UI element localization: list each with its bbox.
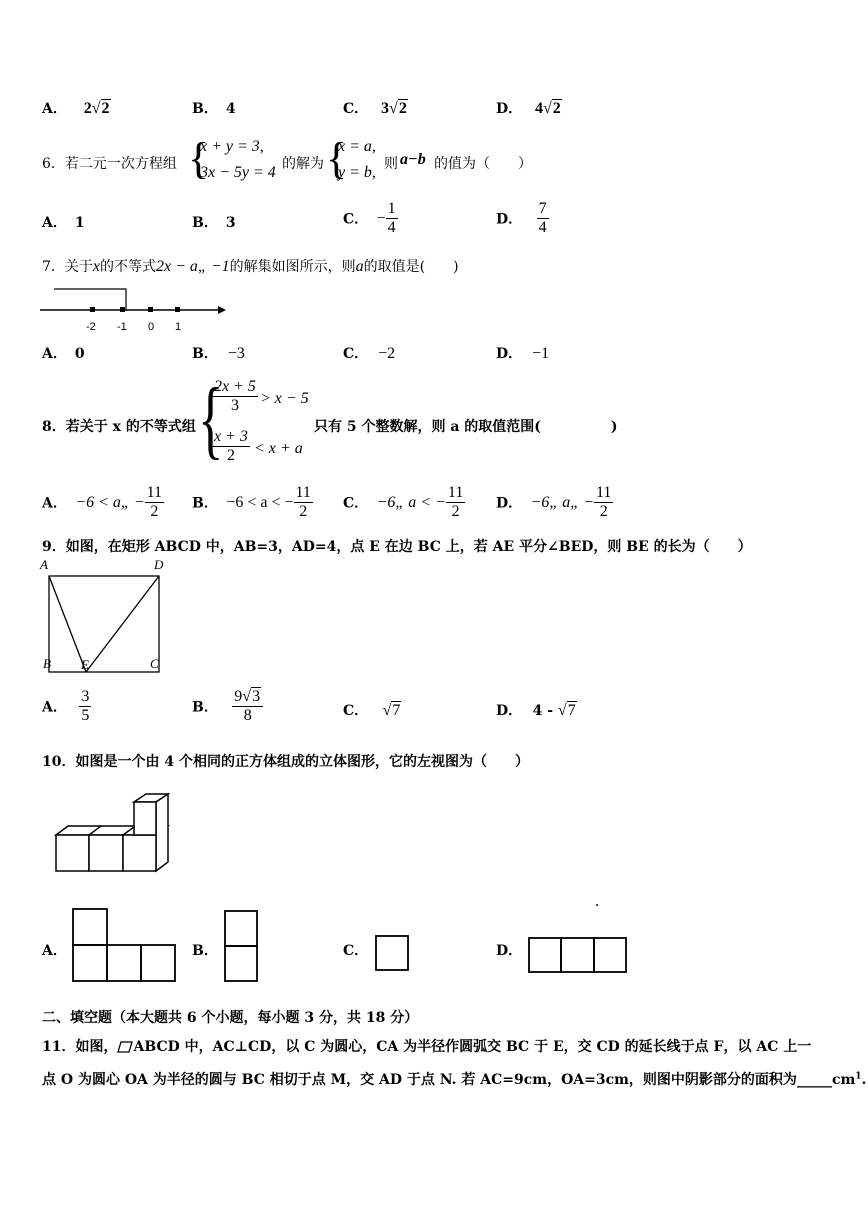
square: [73, 945, 107, 981]
cube-front-face: [56, 835, 89, 871]
question-11-line-1: 11．如图， ABCD 中，AC⊥CD，以 C 为圆心，CA 为半径作圆弧交 BC 于 E，交 CD 的延长线于点 F，以 AC 上一: [42, 1039, 812, 1055]
cube-front-face: [123, 835, 156, 871]
rectangle-figure: [40, 558, 180, 678]
q6-option-b: B． 3: [192, 215, 236, 231]
q10-option-c-figure: [375, 935, 411, 973]
q9-option-a: A． $\frac{3}{5}$: [42, 688, 90, 724]
q5-option-d: D． 4√2: [496, 100, 561, 117]
rectangle-abcd: [49, 576, 159, 672]
q5-option-c: C． 3√2: [343, 100, 407, 117]
stray-dot: [596, 904, 598, 906]
q10-option-a-label: A．: [42, 943, 67, 959]
cube-solid-figure: [50, 790, 170, 880]
question-11-line-2: 点 O 为圆心 OA 为半径的圆与 BC 相切于点 M，交 AD 于点 N. 若 AC=9cm，OA=3cm，则图中阴影部分的面积为$\_\_\_\_\_cm^1$.: [42, 1071, 867, 1088]
tick-mark: [120, 307, 125, 312]
q10-option-a-figure: [72, 908, 178, 984]
q8-option-b: B． −6 < a < − $\frac{11}{2}$: [192, 484, 311, 520]
q9-option-c: C． √7: [343, 702, 401, 719]
label-a: A: [40, 557, 48, 572]
q7-option-b: B． −3: [192, 345, 245, 362]
question-9-stem: 9．如图，在矩形 ABCD 中，AB=3，AD=4，点 E 在边 BC 上，若 AE 平分∠BED，则 BE 的长为（ ）: [42, 539, 752, 555]
tick-label: 1: [175, 321, 182, 333]
tick-label: 0: [148, 321, 155, 333]
question-7-stem: 7．关于x的不等式2x − a„ −1的解集如图所示，则a的取值是( ): [42, 258, 459, 275]
q10-option-b-label: B．: [192, 943, 218, 959]
square: [561, 938, 594, 972]
square: [594, 938, 626, 972]
q10-option-b-figure: [224, 910, 260, 984]
q10-option-c-label: C．: [343, 943, 369, 959]
q9-option-b: B． $\frac{9√3}{8}$: [192, 688, 263, 725]
segment-de: [86, 576, 159, 672]
q6-option-c: C． − $\frac{1}{4}$: [343, 200, 396, 236]
cube-front-face: [134, 802, 156, 835]
question-8-stem: 8．若关于 x 的不等式组 { $\frac{2x + 5}{3}$ > x − 5 $\frac{x + 3}{2}$ < x + a 只有 5 个整数解，则 a 的取值范围( ): [42, 371, 618, 468]
square: [107, 945, 141, 981]
q10-option-d-label: D．: [496, 943, 523, 959]
q8-option-c: C． −6„ a < − $\frac{11}{2}$: [343, 484, 464, 520]
label-c: C: [150, 656, 159, 671]
question-10-stem: 10．如图是一个由 4 个相同的正方体组成的立体图形，它的左视图为（ ）: [42, 754, 529, 770]
q7-option-d: D． −1: [496, 345, 550, 362]
square: [141, 945, 175, 981]
tick-mark: [90, 307, 95, 312]
tick-mark: [175, 307, 180, 312]
q5-option-a: A． 2√2: [42, 100, 110, 117]
label-e: E: [81, 657, 89, 672]
tick-label: -2: [86, 321, 96, 333]
square: [73, 909, 107, 945]
q7-option-a: A． 0: [42, 346, 85, 362]
section-2-title: 二、填空题（本大题共 6 个小题，每小题 3 分，共 18 分）: [42, 1010, 419, 1026]
parallelogram-icon: [117, 1041, 133, 1053]
label-b: B: [43, 656, 51, 671]
q9-option-d: D． 4 - √7: [496, 702, 576, 719]
q6-option-d: D． $\frac{7}{4}$: [496, 200, 547, 236]
tick-mark: [148, 307, 153, 312]
number-line-figure: [40, 285, 230, 335]
cube-front-face: [89, 835, 123, 871]
q6-option-a: A． 1: [42, 215, 85, 231]
cube-side-face: [156, 794, 168, 871]
q7-option-c: C． −2: [343, 345, 396, 362]
square: [225, 911, 257, 946]
q8-option-d: D． −6„ a„ − $\frac{11}{2}$: [496, 484, 612, 520]
q5-option-b: B． 4: [192, 101, 236, 117]
square: [529, 938, 561, 972]
answer-blank[interactable]: _____: [796, 1072, 832, 1088]
square: [225, 946, 257, 981]
number-line-arrow: [218, 306, 226, 314]
q10-option-d-figure: [528, 937, 630, 975]
tick-label: -1: [117, 321, 127, 333]
square: [376, 936, 408, 970]
label-d: D: [154, 557, 164, 572]
q8-option-a: A． −6 < a„ − $\frac{11}{2}$: [42, 484, 163, 520]
solution-set-bracket: [54, 289, 126, 310]
